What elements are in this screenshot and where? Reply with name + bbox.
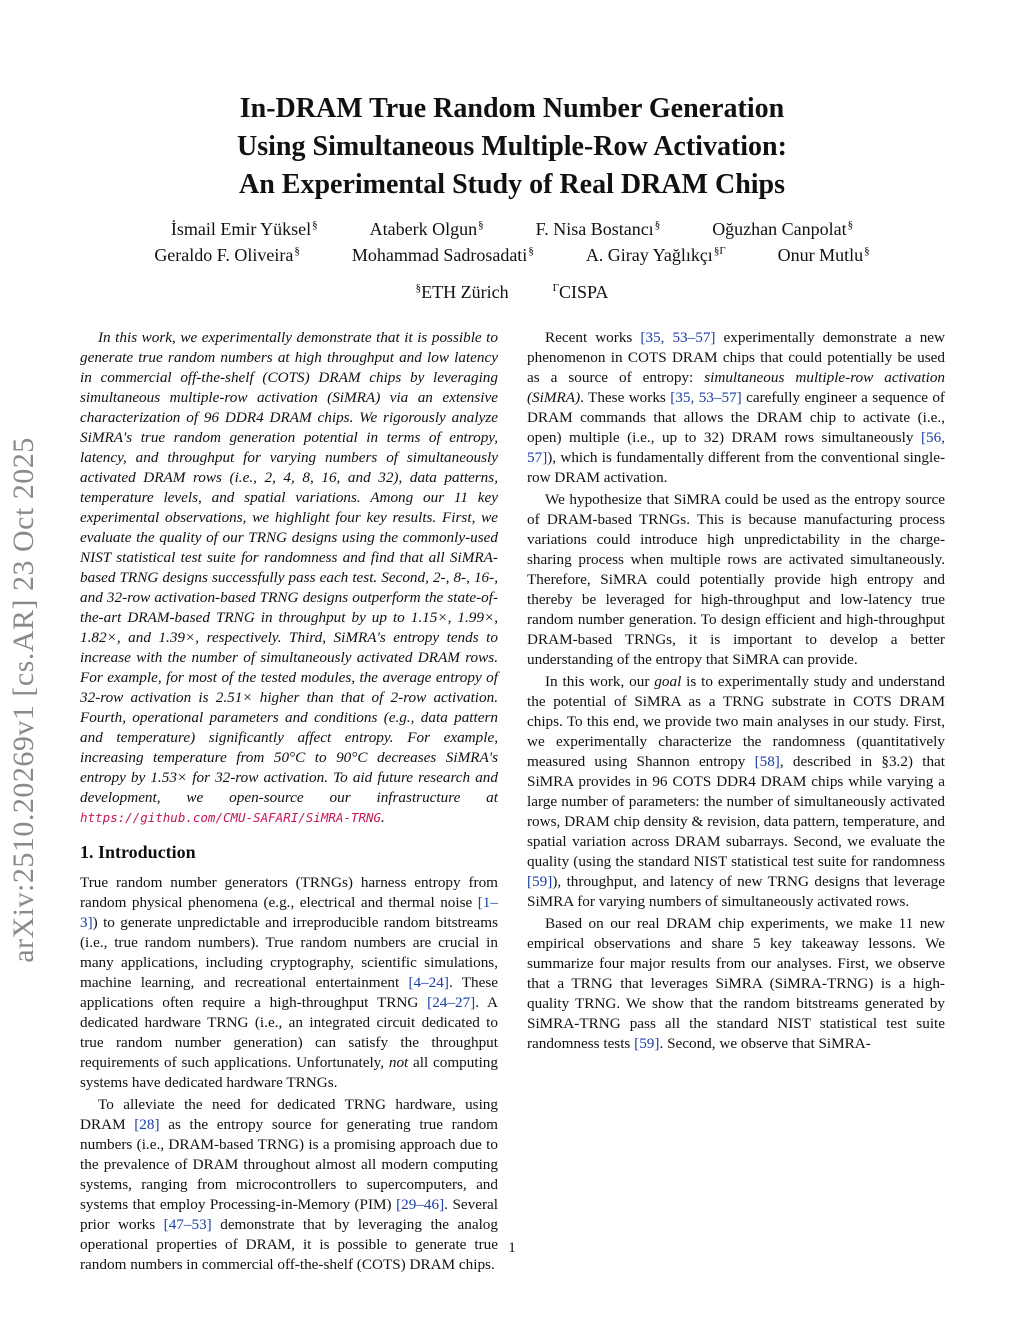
affiliations bbox=[0, 275, 1024, 305]
author: İsmail Emir Yüksel§ bbox=[170, 219, 318, 239]
arxiv-identifier-text: arXiv:2510.20269v1 [cs.AR] 23 Oct 2025 bbox=[7, 437, 40, 963]
citation-link[interactable]: [4–24] bbox=[408, 974, 449, 991]
author: Geraldo F. Oliveira§ bbox=[154, 245, 300, 265]
left-column bbox=[80, 328, 498, 1277]
author: A. Giray Yağlıkçı$^{\S\Gamma}$ bbox=[585, 245, 726, 265]
paragraph: To alleviate the need for dedicated TRNG hardware, using DRAM [28] as the entropy source for generating true random numbers (i.e., DRAM-based TRNG) is a promising approach due to the prevalence of DRAM throughout almost all modern computing systems, ranging from microcontrollers to supercomputers, and systems that employ Processing-in-Memory (PIM) [29–46]. Several prior works [47–53] demonstrate that by leveraging the analog operational properties of DRAM, it is possible to generate true random numbers in commercial off-the-shelf (COTS) DRAM chips. bbox=[80, 1096, 499, 1273]
github-link[interactable]: https://github.com/CMU-SAFARI/SiMRA-TRNG bbox=[80, 810, 382, 825]
abstract: In this work, we experimentally demonstrate that it is possible to generate true random numbers at high throughput and low latency in commercial off-the-shelf (COTS) DRAM chips by leveraging simultaneous multiple-row activation (SiMRA) via an extensive characterization of 96 DDR4 DRAM chips. We rigorously analyze SiMRA's true random generation potential in terms of entropy, latency, and throughput for varying numbers of simultaneously activated DRAM rows (i.e., 2, 4, 8, 16, and 32), data patterns, temperature levels, and spatial variations. Among our 11 key experimental observations, we highlight four key results. First, we evaluate the quality of our TRNG designs using the commonly-used NIST statistical test suite for randomness and find that all SiMRA-based TRNG designs successfully pass each test. Second, 2-, 8-, 16-, and 32-row activation-based TRNG designs outperform the state-of-the-art DRAM-based TRNG in throughput by up to 1.15×, 1.99×, 1.82×, and 1.39×, respectively. Third, SiMRA's entropy tends to increase with the number of simultaneously activated DRAM rows. For example, for most of the tested modules, the average entropy of 32-row activation is 2.51× higher than that of 2-row activation. Fourth, operational parameters and conditions (e.g., data pattern and temperature) significantly affect entropy. For example, increasing temperature from 50°C to 90°C decreases SiMRA's entropy by 1.53× for 32-row activation. To aid future research and development, we open-source our infrastructure at https://github.com/CMU-SAFARI/SiMRA-TRNG. bbox=[80, 329, 498, 826]
affiliation: $^\Gamma$CISPA bbox=[552, 282, 609, 302]
citation-link[interactable]: [58] bbox=[754, 753, 780, 770]
paragraph: In this work, our goal is to experimentally study and understand the potential of SiMRA as a TRNG substrate in COTS DRAM chips. To this end, we provide two main analyses in our study. First, we experimentally characterize the randomness (quantitatively measured using Shannon entropy [58], described in §3.2) that SiMRA provides in 96 COTS DDR4 DRAM chips while varying a large number of parameters: the number of simultaneously activated rows, DRAM chip density & revision, data pattern, temperature, and spatial variation across DRAM subarrays. Second, we evaluate the quality (using the standard NIST statistical test suite for randomness [59]), throughput, and latency of new TRNG designs that leverage SiMRA for varying numbers of simultaneously activated rows. bbox=[527, 673, 945, 910]
citation-link[interactable]: [47–53] bbox=[163, 1216, 212, 1233]
citation-link[interactable]: [56, 57] bbox=[527, 429, 945, 466]
right-column bbox=[527, 328, 945, 1056]
author-row bbox=[80, 238, 944, 264]
citation-link[interactable]: [24–27] bbox=[427, 994, 476, 1011]
citation-link[interactable]: [59] bbox=[634, 1035, 660, 1052]
title-line: An Experimental Study of Real DRAM Chips bbox=[238, 169, 786, 200]
paragraph: Based on our real DRAM chip experiments, we make 11 new empirical observations and share 5 key takeaway lessons. We summarize four major results from our analyses. First, we observe that a TRNG that leverages SiMRA (SiMRA-TRNG) is a high-quality TRNG. We show that the random bitstreams generated by SiMRA-TRNG pass all the standard NIST statistical test suite randomness tests [59]. Second, we observe that SiMRA- bbox=[527, 915, 945, 1052]
author: Mohammad Sadrosadati§ bbox=[351, 245, 534, 265]
title-line: In-DRAM True Random Number Generation bbox=[239, 93, 785, 124]
author-list bbox=[80, 212, 944, 264]
author: Onur Mutlu§ bbox=[777, 245, 870, 265]
citation-link[interactable]: [35, 53–57] bbox=[640, 329, 716, 346]
citation-link[interactable]: [35, 53–57] bbox=[670, 389, 742, 406]
page-number: 1 bbox=[508, 1240, 516, 1256]
paper-title bbox=[150, 90, 874, 204]
author: Ataberk Olgun§ bbox=[369, 219, 484, 239]
citation-link[interactable]: [1–3] bbox=[80, 894, 498, 931]
paragraph: We hypothesize that SiMRA could be used as the entropy source of DRAM-based TRNGs. This is because manufacturing process variations could introduce high unpredictability in the charge-sharing process when multiple rows are activated simultaneously. Therefore, SiMRA could potentially provide high entropy and thereby be leveraged for high-throughput and low-latency true random number generation. To design efficient and high-throughput DRAM-based TRNGs, it is important to develop a better understanding of the entropy that SiMRA can provide. bbox=[527, 491, 945, 668]
citation-link[interactable]: [29–46] bbox=[396, 1196, 445, 1213]
author: Oğuzhan Canpolat§ bbox=[712, 219, 854, 239]
paragraph: True random number generators (TRNGs) harness entropy from random physical phenomena (e.g., electrical and thermal noise [1–3]) to generate unpredictable and irreproducible random bitstreams (i.e., true random numbers). True random numbers are crucial in many applications, including cryptography, scientific simulations, machine learning, and recreational entertainment [4–24]. These applications often require a high-throughput TRNG [24–27]. A dedicated hardware TRNG (i.e., an integrated circuit dedicated to true random number generation) can satisfy the throughput requirements of such applications. Unfortunately, not all computing systems have dedicated hardware TRNGs. bbox=[80, 874, 498, 1091]
affiliation: §ETH Zürich bbox=[415, 282, 509, 302]
title-line: Using Simultaneous Multiple-Row Activation: bbox=[237, 131, 787, 162]
citation-link[interactable]: [28] bbox=[134, 1116, 160, 1133]
citation-link[interactable]: [59] bbox=[527, 873, 553, 890]
author-row bbox=[80, 212, 944, 238]
author: F. Nisa Bostancı§ bbox=[535, 219, 661, 239]
paragraph: Recent works [35, 53–57] experimentally demonstrate a new phenomenon in COTS DRAM chips that could potentially be used as a source of entropy: simultaneous multiple-row activation (SiMRA). These works [35, 53–57] carefully engineer a sequence of DRAM commands that allows the DRAM chip to activate (i.e., open) multiple (i.e., up to 32) DRAM rows simultaneously [56, 57]), which is fundamentally different from the conventional single-row DRAM activation. bbox=[527, 329, 946, 486]
section-heading: 1. Introduction bbox=[80, 842, 196, 862]
